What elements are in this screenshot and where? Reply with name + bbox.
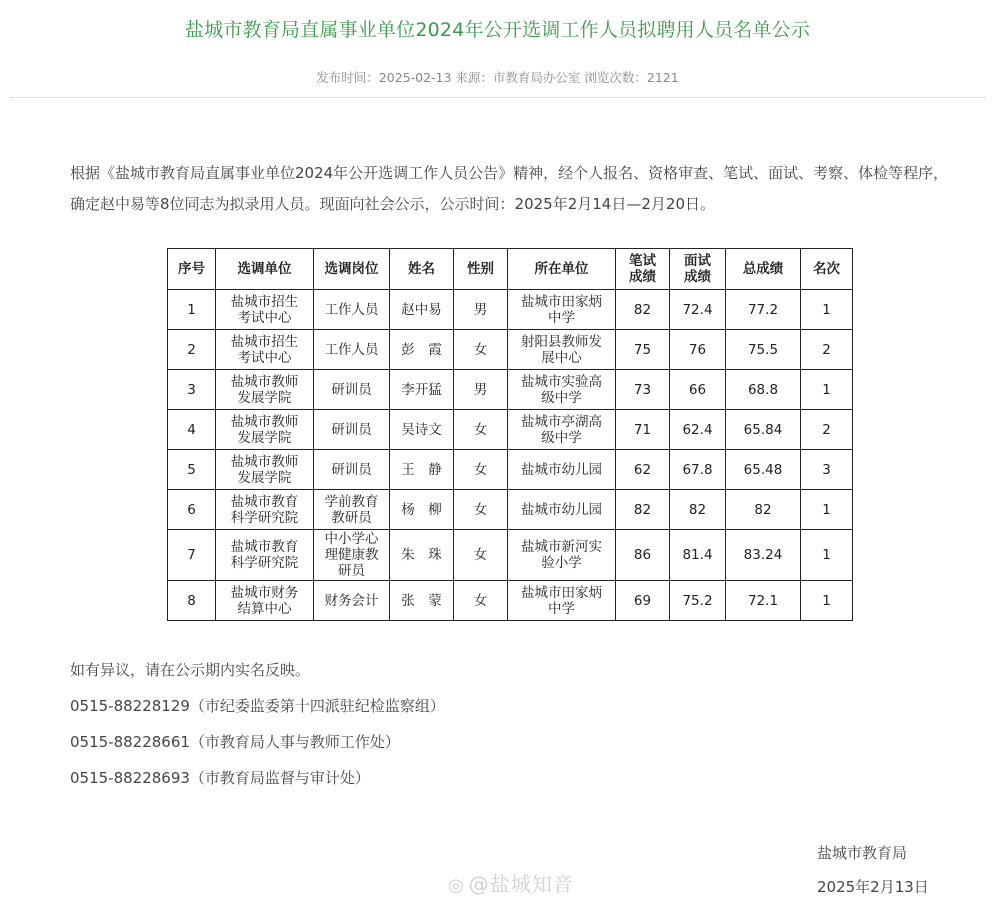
table-cell: 男: [454, 290, 508, 330]
contact-line: 0515-88228129（市纪委监委第十四派驻纪检监察组）: [70, 697, 445, 715]
table-cell: 72.4: [670, 290, 726, 330]
table-cell: 盐城市田家炳 中学: [508, 581, 616, 621]
contact-line: 0515-88228661（市教育局人事与教师工作处）: [70, 733, 400, 751]
column-header: 序号: [168, 249, 216, 290]
table-cell: 女: [454, 450, 508, 490]
table-cell: 盐城市教育 科学研究院: [216, 530, 314, 581]
table-cell: 76: [670, 330, 726, 370]
table-cell: 杨 柳: [390, 490, 454, 530]
table-cell: 工作人员: [314, 290, 390, 330]
table-row: [168, 410, 853, 450]
table-cell: 65.84: [726, 410, 801, 450]
table-cell: 62: [616, 450, 670, 490]
table-cell: 女: [454, 410, 508, 450]
table-cell: 1: [801, 581, 853, 621]
table-row: [168, 290, 853, 330]
table-row: [168, 490, 853, 530]
watermark: [448, 868, 574, 897]
table-cell: 彭 霞: [390, 330, 454, 370]
signature-block: [817, 843, 929, 911]
table-cell: 女: [454, 530, 508, 581]
column-header: 选调单位: [216, 249, 314, 290]
table-body: [168, 290, 853, 621]
table-cell: 盐城市招生 考试中心: [216, 330, 314, 370]
table-row: [168, 530, 853, 581]
table-row: [168, 450, 853, 490]
page-title: 盐城市教育局直属事业单位2024年公开选调工作人员拟聘用人员名单公示: [184, 19, 811, 41]
table-cell: 盐城市幼儿园: [508, 450, 616, 490]
table-cell: 研训员: [314, 410, 390, 450]
table-cell: 71: [616, 410, 670, 450]
table-cell: 朱 珠: [390, 530, 454, 581]
table-cell: 盐城市招生 考试中心: [216, 290, 314, 330]
table-cell: 3: [801, 450, 853, 490]
table-cell: 68.8: [726, 370, 801, 410]
table-cell: 81.4: [670, 530, 726, 581]
table-cell: 2: [168, 330, 216, 370]
table-cell: 3: [168, 370, 216, 410]
table-cell: 83.24: [726, 530, 801, 581]
column-header: 名次: [801, 249, 853, 290]
intro-paragraph: 根据《盐城市教育局直属事业单位2024年公开选调工作人员公告》精神，经个人报名、资格审查、笔试、面试、考察、体检等程序，确定赵中易等8位同志为拟录用人员。现面向社会公示，公示时间：2025年2月14日—2月20日。: [70, 164, 949, 213]
table-cell: 1: [168, 290, 216, 330]
table-cell: 女: [454, 490, 508, 530]
table-cell: 8: [168, 581, 216, 621]
contact-line: 0515-88228693（市教育局监督与审计处）: [70, 769, 370, 787]
table-cell: 82: [726, 490, 801, 530]
table-cell: 1: [801, 370, 853, 410]
table-cell: 王 静: [390, 450, 454, 490]
table-cell: 中小学心 理健康教 研员: [314, 530, 390, 581]
table-cell: 5: [168, 450, 216, 490]
table-cell: 盐城市教师 发展学院: [216, 410, 314, 450]
table-cell: 盐城市财务 结算中心: [216, 581, 314, 621]
table-cell: 盐城市实验高 级中学: [508, 370, 616, 410]
table-cell: 75.5: [726, 330, 801, 370]
table-cell: 赵中易: [390, 290, 454, 330]
table-cell: 86: [616, 530, 670, 581]
table-cell: 张 蒙: [390, 581, 454, 621]
table-cell: 75: [616, 330, 670, 370]
column-header: 面试 成绩: [670, 249, 726, 290]
objection-note: 如有异议，请在公示期内实名反映。: [70, 661, 311, 679]
column-header: 笔试 成绩: [616, 249, 670, 290]
table-cell: 1: [801, 530, 853, 581]
table-cell: 65.48: [726, 450, 801, 490]
column-header: 总成绩: [726, 249, 801, 290]
table-cell: 盐城市教师 发展学院: [216, 370, 314, 410]
table-cell: 研训员: [314, 370, 390, 410]
table-cell: 73: [616, 370, 670, 410]
table-cell: 财务会计: [314, 581, 390, 621]
table-cell: 2: [801, 410, 853, 450]
table-cell: 研训员: [314, 450, 390, 490]
column-header: 选调岗位: [314, 249, 390, 290]
table-cell: 盐城市田家炳 中学: [508, 290, 616, 330]
table-cell: 盐城市亭湖高 级中学: [508, 410, 616, 450]
table-cell: 69: [616, 581, 670, 621]
column-header: 所在单位: [508, 249, 616, 290]
weibo-logo-icon: ◎: [448, 875, 465, 896]
candidate-table: [167, 248, 853, 621]
contact-notes: [70, 660, 445, 804]
table-row: [168, 581, 853, 621]
signature-org: 盐城市教育局: [817, 844, 908, 862]
column-header: 性别: [454, 249, 508, 290]
table-cell: 2: [801, 330, 853, 370]
divider: [10, 97, 985, 98]
table-cell: 66: [670, 370, 726, 410]
table-header-row: [168, 249, 853, 290]
table-cell: 1: [801, 290, 853, 330]
table-cell: 射阳县教师发 展中心: [508, 330, 616, 370]
table-row: [168, 370, 853, 410]
table-cell: 67.8: [670, 450, 726, 490]
table-cell: 男: [454, 370, 508, 410]
table-cell: 82: [616, 290, 670, 330]
table-cell: 7: [168, 530, 216, 581]
table-cell: 75.2: [670, 581, 726, 621]
table-cell: 1: [801, 490, 853, 530]
table-cell: 62.4: [670, 410, 726, 450]
table-cell: 盐城市教育 科学研究院: [216, 490, 314, 530]
signature-date: 2025年2月13日: [817, 878, 929, 896]
table-cell: 盐城市幼儿园: [508, 490, 616, 530]
table-cell: 77.2: [726, 290, 801, 330]
table-cell: 女: [454, 330, 508, 370]
table-cell: 6: [168, 490, 216, 530]
table-cell: 学前教育 教研员: [314, 490, 390, 530]
table-cell: 女: [454, 581, 508, 621]
table-cell: 工作人员: [314, 330, 390, 370]
column-header: 姓名: [390, 249, 454, 290]
table-cell: 82: [616, 490, 670, 530]
table-cell: 82: [670, 490, 726, 530]
watermark-text: @盐城知音: [468, 872, 574, 896]
table-cell: 4: [168, 410, 216, 450]
table-cell: 72.1: [726, 581, 801, 621]
article-meta: 发布时间：2025-02-13 来源：市教育局办公室 浏览次数：2121: [316, 70, 679, 85]
table-cell: 盐城市教师 发展学院: [216, 450, 314, 490]
table-cell: 李开猛: [390, 370, 454, 410]
table-row: [168, 330, 853, 370]
table-cell: 盐城市新河实 验小学: [508, 530, 616, 581]
table-cell: 吴诗文: [390, 410, 454, 450]
